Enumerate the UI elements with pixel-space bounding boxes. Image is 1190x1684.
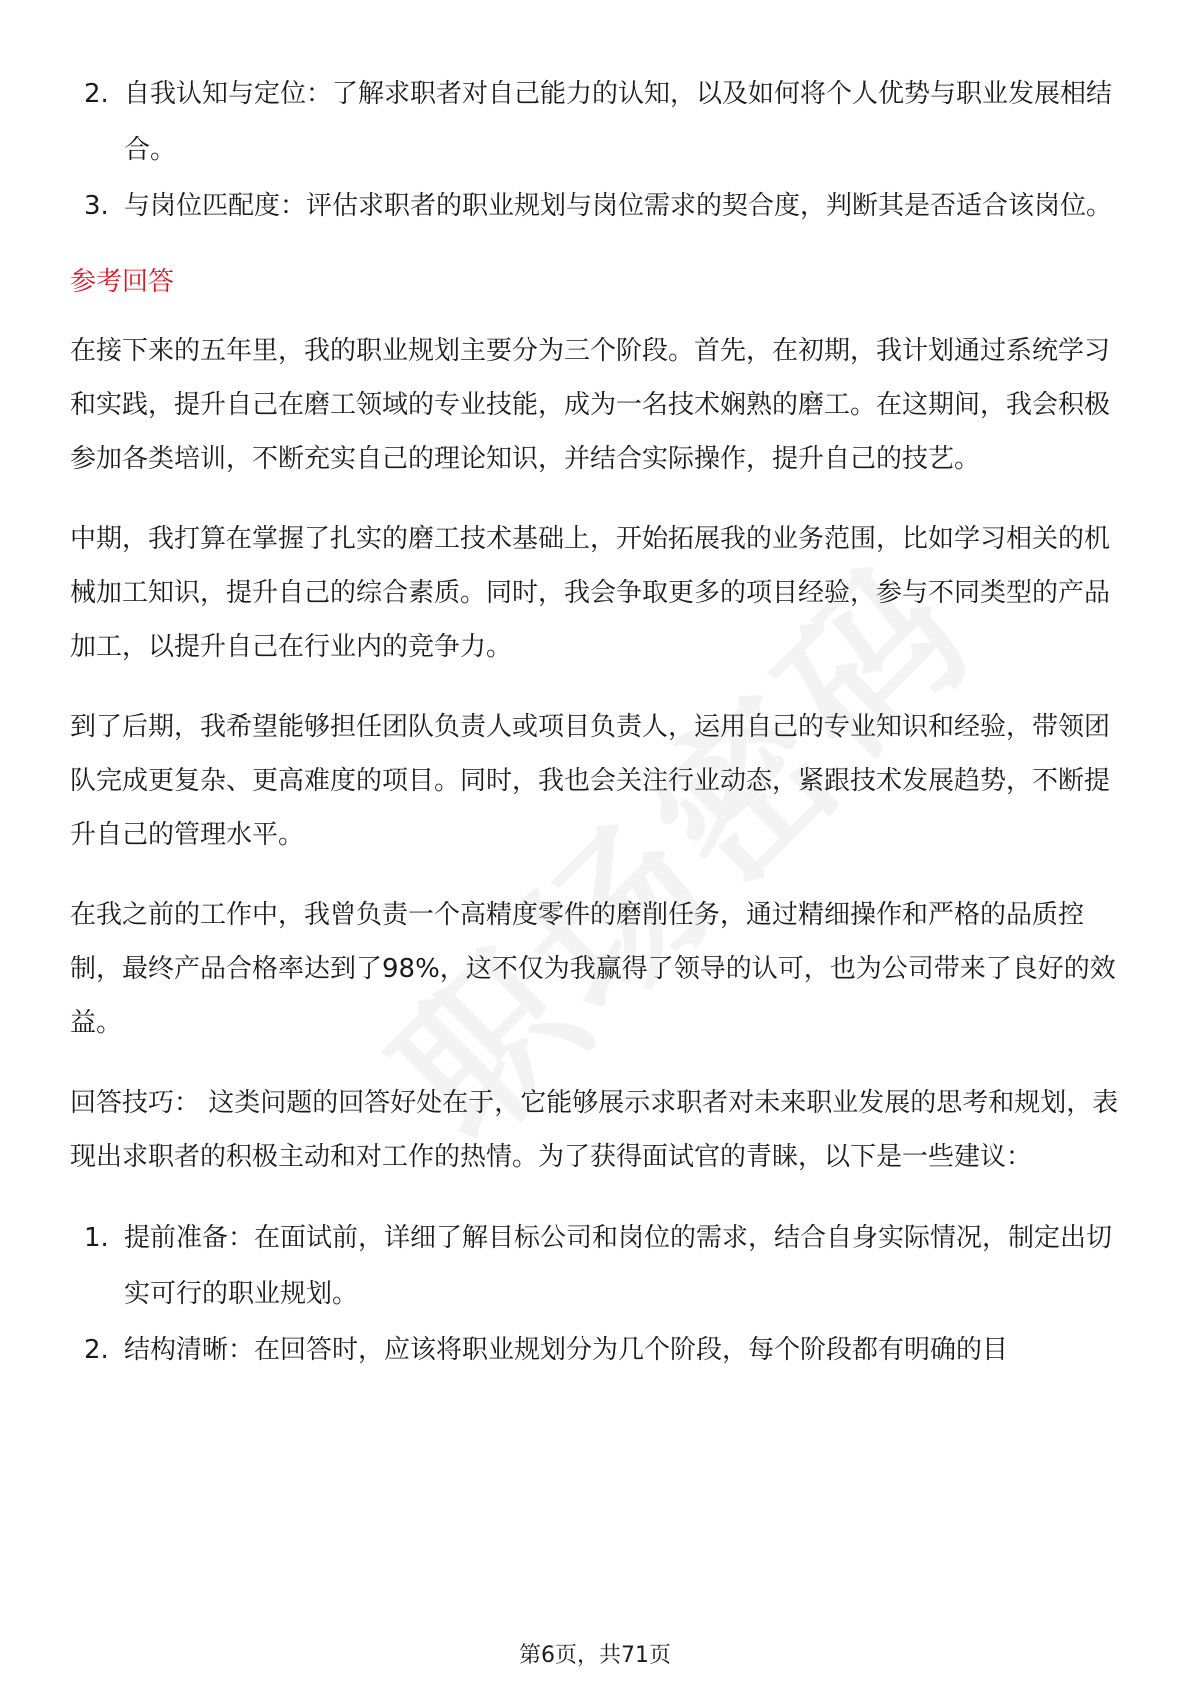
list-item-number: 2. <box>84 79 109 109</box>
tips-list <box>70 1210 1130 1378</box>
list-item-text: 提前准备：在面试前，详细了解目标公司和岗位的需求，结合自身实际情况，制定出切实可行的职业规划。 <box>124 1223 1113 1309</box>
list-item <box>70 178 1130 234</box>
answer-paragraph: 中期，我打算在掌握了扎实的磨工技术基础上，开始拓展我的业务范围，比如学习相关的机械加工知识，提升自己的综合素质。同时，我会争取更多的项目经验，参与不同类型的产品加工，以提升自己在行业内的竞争力。 <box>70 524 1111 662</box>
tips-paragraph: 回答技巧： 这类问题的回答好处在于，它能够展示求职者对未来职业发展的思考和规划，表现出求职者的积极主动和对工作的热情。为了获得面试官的青睐，以下是一些建议： <box>70 1088 1119 1172</box>
list-item <box>70 1322 1130 1378</box>
list-item-number: 2. <box>84 1335 109 1365</box>
answer-paragraph: 到了后期，我希望能够担任团队负责人或项目负责人，运用自己的专业知识和经验，带领团队完成更复杂、更高难度的项目。同时，我也会关注行业动态，紧跟技术发展趋势，不断提升自己的管理水平。 <box>70 712 1111 850</box>
list-item <box>70 1210 1130 1322</box>
list-item-text: 与岗位匹配度：评估求职者的职业规划与岗位需求的契合度，判断其是否适合该岗位。 <box>124 191 1113 221</box>
list-item-text: 结构清晰：在回答时，应该将职业规划分为几个阶段，每个阶段都有明确的目 <box>124 1335 1009 1365</box>
list-item <box>70 66 1130 178</box>
answer-paragraph: 在我之前的工作中，我曾负责一个高精度零件的磨削任务，通过精细操作和严格的品质控制，最终产品合格率达到了98%，这不仅为我赢得了领导的认可，也为公司带来了良好的效益。 <box>70 900 1116 1038</box>
answer-paragraph: 在接下来的五年里，我的职业规划主要分为三个阶段。首先，在初期，我计划通过系统学习和实践，提升自己在磨工领域的专业技能，成为一名技术娴熟的磨工。在这期间，我会积极参加各类培训，不断充实自己的理论知识，并结合实际操作，提升自己的技艺。 <box>70 336 1111 474</box>
section-title: 参考回答 <box>70 267 175 297</box>
list-item-number: 3. <box>84 191 109 221</box>
list-item-number: 1. <box>84 1223 109 1253</box>
page-number-footer: 第6页，共71页 <box>519 1643 671 1668</box>
list-item-text: 自我认知与定位：了解求职者对自己能力的认知，以及如何将个人优势与职业发展相结合。 <box>124 79 1113 165</box>
page-content <box>70 66 1130 1378</box>
evaluation-points-list <box>70 66 1130 234</box>
